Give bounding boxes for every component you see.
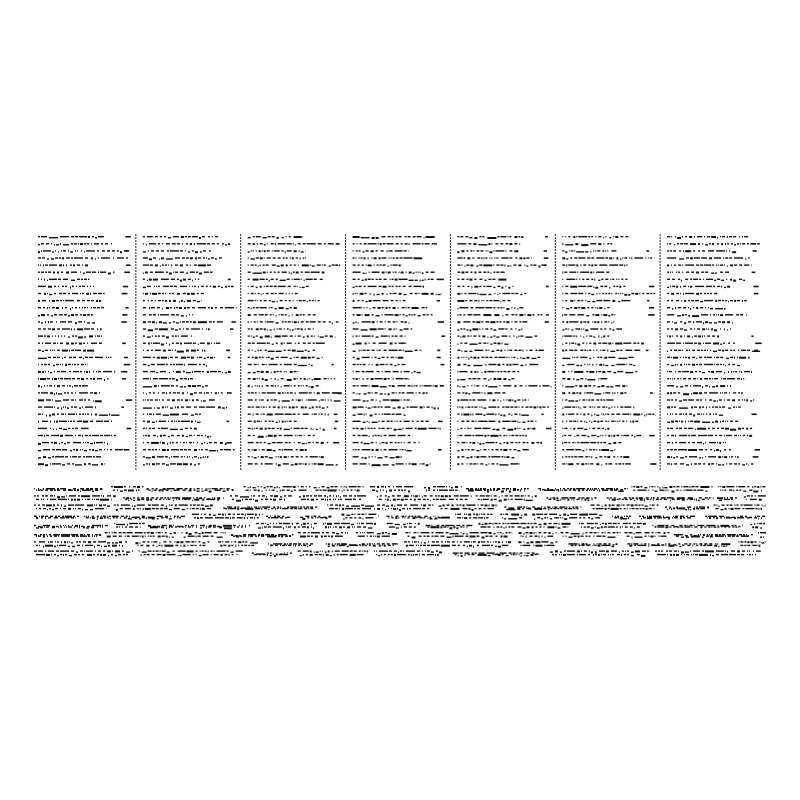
page-number-fragment xyxy=(126,307,129,309)
page-number-fragment xyxy=(228,357,231,359)
page-number-fragment xyxy=(122,343,126,345)
page-number-fragment xyxy=(646,350,649,352)
page-number-fragment xyxy=(124,357,128,359)
page-number-fragment xyxy=(647,300,649,302)
page-number-fragment xyxy=(753,456,759,458)
page-number-fragment xyxy=(232,286,234,288)
page-number-fragment xyxy=(126,264,130,266)
page-number-fragment xyxy=(755,343,762,345)
page-number-fragment xyxy=(124,364,131,366)
page-number-fragment xyxy=(753,250,757,252)
page-number-fragment xyxy=(124,449,130,451)
page-number-fragment xyxy=(438,279,444,281)
page-number-fragment xyxy=(542,414,544,416)
page-number-fragment xyxy=(441,364,445,366)
page-number-fragment xyxy=(437,357,441,359)
page-number-fragment xyxy=(440,385,444,387)
page-number-fragment xyxy=(121,321,126,323)
page-number-fragment xyxy=(228,279,231,281)
page-number-fragment xyxy=(335,421,338,423)
page-number-fragment xyxy=(122,378,126,380)
page-number-fragment xyxy=(751,335,753,337)
page-number-fragment xyxy=(336,243,340,245)
page-number-fragment xyxy=(650,392,653,394)
page-number-fragment xyxy=(755,449,761,451)
page-number-fragment xyxy=(231,321,235,323)
page-number-fragment xyxy=(334,428,337,430)
page-number-fragment xyxy=(226,350,230,352)
page-number-fragment xyxy=(545,321,549,323)
page-number-fragment xyxy=(751,463,753,465)
page-number-fragment xyxy=(123,286,128,288)
page-number-fragment xyxy=(646,250,649,252)
page-number-fragment xyxy=(124,272,130,274)
page-number-fragment xyxy=(227,442,232,444)
page-number-fragment xyxy=(754,350,758,352)
page-number-fragment xyxy=(649,435,655,437)
page-number-fragment xyxy=(649,307,654,309)
page-number-fragment xyxy=(544,250,547,252)
page-number-fragment xyxy=(228,371,230,373)
page-number-fragment xyxy=(334,414,338,416)
page-number-fragment xyxy=(121,406,124,408)
page-number-fragment xyxy=(546,286,549,288)
page-number-fragment xyxy=(334,392,338,394)
page-number-fragment xyxy=(125,236,130,238)
page-number-fragment xyxy=(333,442,339,444)
page-number-fragment xyxy=(649,286,655,288)
page-number-fragment xyxy=(754,293,759,295)
page-number-fragment xyxy=(648,314,655,316)
page-number-fragment xyxy=(650,463,656,465)
page-number-fragment xyxy=(754,286,759,288)
page-number-fragment xyxy=(438,449,442,451)
page-number-fragment xyxy=(127,428,132,430)
page-number-fragment xyxy=(437,300,440,302)
page-number-fragment xyxy=(546,428,552,430)
page-number-fragment xyxy=(438,321,444,323)
page-number-fragment xyxy=(441,335,445,337)
page-number-fragment xyxy=(332,364,334,366)
page-number-fragment xyxy=(544,257,549,259)
page-number-fragment xyxy=(438,421,443,423)
page-number-fragment xyxy=(335,264,338,266)
page-number-fragment xyxy=(126,399,132,401)
page-number-fragment xyxy=(125,250,130,252)
page-number-fragment xyxy=(227,392,232,394)
footer-text-line xyxy=(760,537,764,538)
page-number-fragment xyxy=(227,421,230,423)
page-number-fragment xyxy=(121,371,127,373)
page-number-fragment xyxy=(437,350,440,352)
page-number-fragment xyxy=(230,328,233,330)
page-number-fragment xyxy=(750,243,756,245)
page-number-fragment xyxy=(122,293,128,295)
page-number-fragment xyxy=(544,264,546,266)
page-number-fragment xyxy=(546,314,549,316)
page-number-fragment xyxy=(122,314,127,316)
page-number-fragment xyxy=(545,236,548,238)
page-number-fragment xyxy=(752,272,756,274)
page-number-fragment xyxy=(752,414,757,416)
